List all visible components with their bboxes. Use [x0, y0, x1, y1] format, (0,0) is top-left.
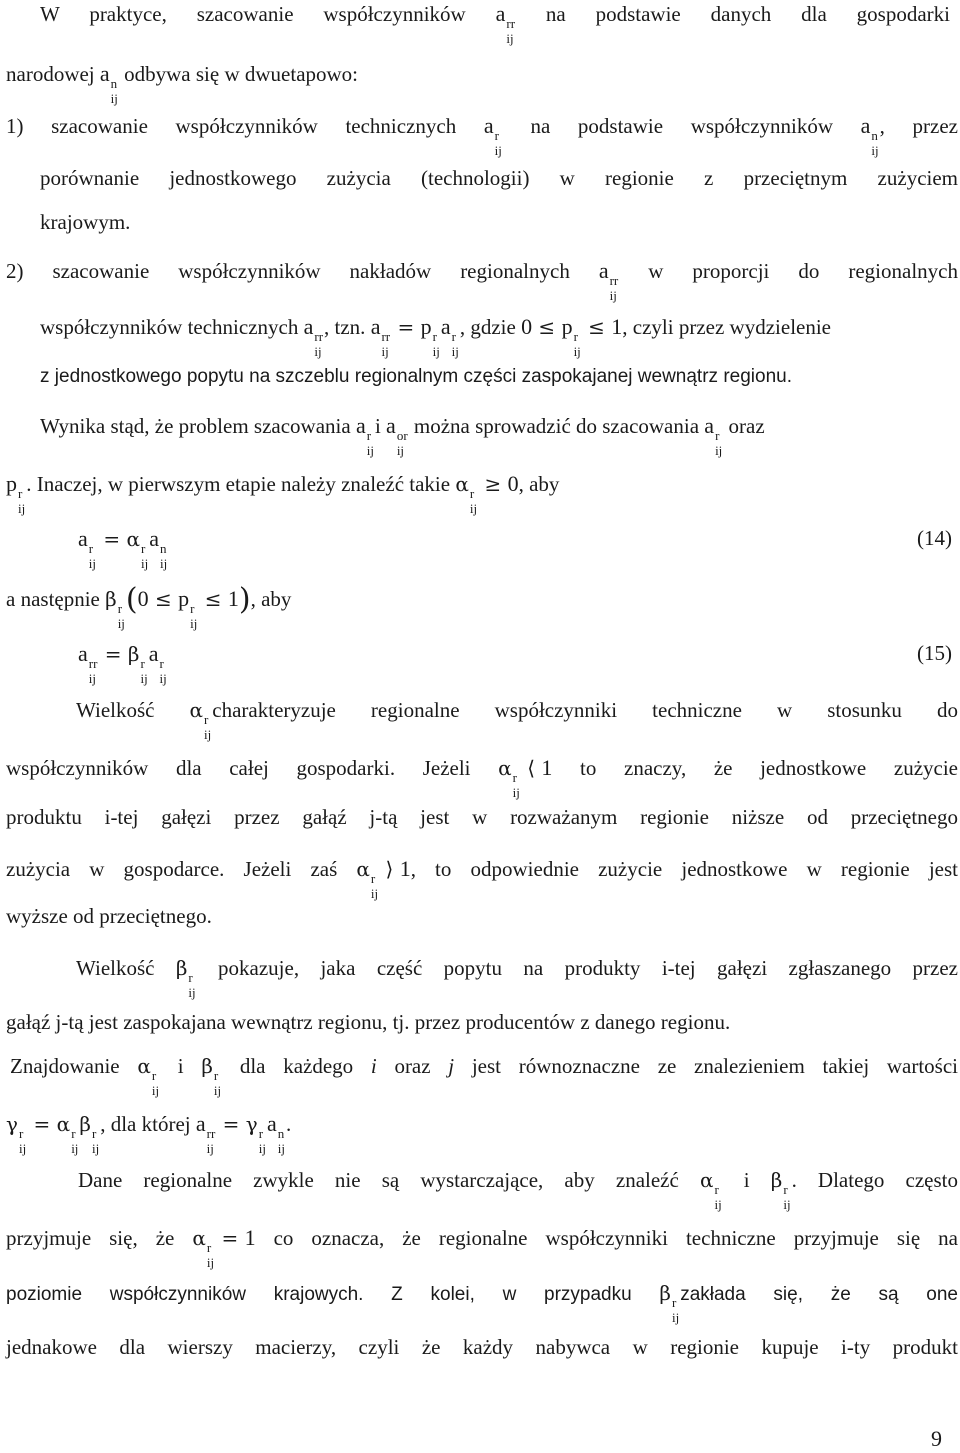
- text-line: [6, 63, 358, 105]
- text: jest równoznaczne ze znalezieniem takiej wartości: [454, 1054, 959, 1078]
- subscript: ij: [160, 556, 168, 571]
- script-pair: [714, 1183, 721, 1211]
- math-operator: β: [175, 956, 188, 980]
- text-line: [6, 473, 559, 515]
- math-operator: ≤: [148, 587, 179, 611]
- subscript: ij: [151, 1083, 160, 1098]
- subscript: ij: [609, 288, 617, 303]
- subscript: ij: [117, 616, 125, 631]
- script-pair: [89, 657, 98, 685]
- text: i: [374, 414, 387, 438]
- script-pair: [188, 971, 195, 999]
- text: Znajdowanie: [10, 1054, 138, 1078]
- math-symbol: 1: [611, 314, 623, 339]
- math-operator: α: [455, 472, 469, 496]
- math-symbol: a: [598, 258, 609, 283]
- text: jednakowe dla wierszy macierzy, czyli że każdy nabywca w regionie kupuje i-ty produkt: [6, 1335, 958, 1359]
- text: , dla której: [100, 1112, 196, 1136]
- subscript: ij: [783, 1197, 791, 1212]
- text: i: [160, 1054, 202, 1078]
- math-operator: α: [699, 1168, 714, 1192]
- math-operator: =: [216, 1112, 246, 1136]
- math-symbol: a: [78, 526, 88, 551]
- text: można sprowadzić do szacowania: [408, 414, 705, 438]
- text-line: [40, 168, 958, 189]
- script-pair: [159, 657, 166, 685]
- math-symbol: 1: [244, 1225, 256, 1250]
- script-pair: [118, 602, 125, 630]
- subscript: ij: [188, 985, 196, 1000]
- script-pair: [278, 1127, 285, 1155]
- text: a następnie: [6, 587, 106, 611]
- subscript: ij: [494, 143, 502, 158]
- text: przyjmuje się, że: [6, 1226, 193, 1250]
- math-symbol: a: [99, 61, 110, 86]
- script-pair: [433, 330, 440, 358]
- math-operator: α: [189, 698, 204, 722]
- text: współczynników dla całej gospodarki. Jeżeli: [6, 756, 499, 780]
- subscript: ij: [396, 443, 405, 458]
- text: Wielkość: [76, 698, 190, 722]
- script-pair: [204, 713, 211, 741]
- text: zakłada się, że są one: [680, 1284, 958, 1305]
- text-line: [40, 3, 950, 45]
- text-line: [6, 757, 958, 799]
- script-pair: [495, 129, 502, 157]
- superscript: r: [18, 486, 23, 501]
- script-pair: [371, 872, 378, 900]
- math-symbol: a: [704, 413, 715, 438]
- text: oraz: [376, 1054, 449, 1078]
- superscript: n: [277, 1126, 285, 1141]
- math-operator: ≥: [478, 472, 508, 496]
- math-symbol: a: [303, 314, 314, 339]
- subscript: ij: [206, 1255, 215, 1270]
- script-pair: [574, 330, 581, 358]
- subscript: ij: [714, 1197, 722, 1212]
- superscript: r: [432, 329, 437, 344]
- superscript: r: [370, 871, 376, 886]
- math-operator: γ: [245, 1112, 258, 1136]
- text: porównanie jednostkowego zużycia (technologii) w regionie z przeciętnym zużyciem: [40, 166, 958, 190]
- script-pair: [314, 330, 323, 358]
- text-line: [6, 807, 958, 828]
- math-operator: β: [659, 1281, 671, 1305]
- math-operator: ⟩: [379, 857, 400, 881]
- text: , czyli przez wydzielenie: [622, 315, 831, 339]
- script-pair: [207, 1127, 216, 1155]
- superscript: r: [71, 1126, 76, 1141]
- script-pair: [152, 1069, 159, 1097]
- superscript: r: [204, 712, 209, 727]
- math-operator: ≤: [198, 587, 228, 611]
- superscript: r: [159, 656, 164, 671]
- text: , gdzie: [459, 315, 522, 339]
- superscript: r: [714, 1182, 719, 1197]
- math-symbol: a: [78, 641, 88, 666]
- text-line: [76, 700, 958, 741]
- math-operator: ≤: [532, 315, 562, 339]
- superscript: r: [91, 1126, 97, 1141]
- script-pair: [140, 657, 147, 685]
- text: odbywa się w dwuetapowo:: [118, 62, 359, 86]
- subscript: ij: [213, 1083, 222, 1098]
- superscript: r: [140, 656, 145, 671]
- superscript: r: [494, 128, 499, 143]
- superscript: rr: [88, 656, 98, 671]
- script-pair: [92, 1127, 99, 1155]
- math-operator: α: [137, 1054, 151, 1078]
- text: pokazuje, jaka część popytu na produkty i-tej gałęzi zgłaszanego przez: [196, 956, 958, 980]
- math-operator: β: [127, 642, 140, 666]
- text: oraz: [723, 414, 765, 438]
- text: .: [285, 1112, 292, 1136]
- text: Wynika stąd, że problem szacowania: [40, 414, 356, 438]
- text-line: [6, 582, 292, 631]
- text: i: [722, 1168, 771, 1192]
- text: co oznacza, że regionalne współczynniki techniczne przyjmuje się na: [255, 1226, 959, 1250]
- script-pair: [190, 602, 197, 630]
- math-operator: α: [56, 1112, 71, 1136]
- superscript: rr: [506, 16, 516, 31]
- text-line: [6, 1227, 958, 1269]
- script-pair: [367, 429, 374, 457]
- script-pair: [783, 1183, 790, 1211]
- subscript: ij: [159, 671, 167, 686]
- text-line: [6, 906, 212, 927]
- subscript: ij: [258, 1141, 266, 1156]
- text-line: [6, 1012, 730, 1033]
- math-symbol: 0: [521, 314, 533, 339]
- superscript: rr: [381, 329, 391, 344]
- math-operator: α: [192, 1226, 206, 1250]
- math-symbol: 1: [399, 856, 411, 881]
- subscript: ij: [141, 556, 149, 571]
- subscript: ij: [512, 785, 520, 800]
- script-pair: [470, 487, 477, 515]
- text: narodowej: [6, 62, 100, 86]
- text: Wielkość: [76, 956, 176, 980]
- text: na podstawie współczynników: [502, 114, 861, 138]
- text: poziomie współczynników krajowych. Z kolei, w przypadku: [6, 1284, 660, 1305]
- math-symbol: p: [420, 314, 432, 339]
- math-operator: ⟨: [520, 756, 542, 780]
- equation-line: [78, 643, 168, 685]
- superscript: r: [451, 329, 456, 344]
- math-symbol: 1: [227, 586, 239, 611]
- math-symbol: 1: [541, 755, 553, 780]
- text: , to odpowiednie zużycie jednostkowe w regionie jest: [410, 857, 959, 881]
- italic-variable: j: [448, 1054, 455, 1078]
- math-operator: α: [126, 527, 140, 551]
- script-pair: [259, 1127, 266, 1155]
- subscript: ij: [451, 344, 459, 359]
- text-line: [76, 958, 958, 999]
- script-pair: [214, 1069, 221, 1097]
- superscript: r: [715, 428, 720, 443]
- subscript: ij: [366, 443, 374, 458]
- subscript: ij: [71, 1141, 79, 1156]
- script-pair: [397, 429, 408, 457]
- math-operator: =: [215, 1226, 245, 1250]
- math-symbol: a: [370, 314, 381, 339]
- math-operator: =: [391, 315, 421, 339]
- math-operator: β: [201, 1054, 213, 1078]
- subscript: ij: [18, 1141, 27, 1156]
- equation-number: (14): [917, 526, 952, 550]
- superscript: rr: [609, 273, 619, 288]
- text-line: [6, 1337, 958, 1358]
- text: współczynników technicznych: [40, 315, 304, 339]
- text-line: [6, 260, 958, 302]
- subscript: ij: [206, 1141, 214, 1156]
- math-symbol: a: [149, 526, 159, 551]
- script-pair: [71, 1127, 78, 1155]
- math-symbol: p: [561, 314, 573, 339]
- equation-line: [78, 528, 168, 570]
- text: , aby: [250, 587, 292, 611]
- math-operator: =: [97, 527, 127, 551]
- text: krajowym.: [40, 210, 131, 234]
- text: , aby: [518, 472, 560, 496]
- text-line: [6, 115, 958, 157]
- script-pair: [18, 487, 25, 515]
- script-pair: [513, 771, 520, 799]
- math-symbol: 0: [507, 471, 519, 496]
- script-pair: [715, 429, 722, 457]
- subscript: ij: [506, 31, 514, 46]
- subscript: ij: [18, 501, 26, 516]
- superscript: r: [188, 970, 193, 985]
- text: . Dlatego często: [791, 1168, 958, 1192]
- text: 2) szacowanie współczynników nakładów regionalnych: [6, 259, 599, 283]
- text: dla każdego: [222, 1054, 371, 1078]
- superscript: r: [258, 1126, 264, 1141]
- text: zużycia w gospodarce. Jeżeli zaś: [6, 857, 357, 881]
- script-pair: [207, 1241, 214, 1269]
- text: wyższe od przeciętnego.: [6, 904, 212, 928]
- superscript: r: [512, 770, 517, 785]
- text-line: [40, 316, 958, 358]
- subscript: ij: [110, 91, 118, 106]
- text: w proporcji do regionalnych: [619, 259, 958, 283]
- script-pair: [111, 77, 118, 105]
- text-line: [10, 1056, 958, 1097]
- superscript: n: [110, 76, 118, 91]
- text: z jednostkowego popytu na szczeblu regionalnym części zaspokajanej wewnątrz regionu.: [40, 366, 792, 387]
- subscript: ij: [370, 886, 379, 901]
- text: na podstawie danych dla gospodarki: [516, 2, 951, 26]
- math-operator: γ: [6, 1112, 18, 1136]
- superscript: n: [871, 128, 878, 143]
- text: charakteryzuje regionalne współczynniki techniczne w stosunku do: [212, 698, 958, 722]
- page-number: 9: [931, 1426, 942, 1451]
- script-pair: [871, 129, 878, 157]
- math-paren: ): [238, 582, 251, 617]
- text: , przez: [879, 114, 958, 138]
- subscript: ij: [314, 344, 322, 359]
- text-line: [6, 858, 958, 900]
- subscript: ij: [715, 443, 723, 458]
- subscript: ij: [277, 1141, 285, 1156]
- subscript: ij: [88, 671, 96, 686]
- superscript: r: [213, 1068, 219, 1083]
- script-pair: [452, 330, 459, 358]
- math-symbol: a: [266, 1111, 277, 1136]
- math-symbol: a: [195, 1111, 206, 1136]
- math-operator: =: [27, 1112, 57, 1136]
- subscript: ij: [469, 501, 478, 516]
- superscript: rr: [314, 329, 324, 344]
- math-symbol: p: [6, 471, 17, 496]
- math-symbol: a: [495, 1, 506, 26]
- script-pair: [610, 274, 619, 302]
- math-operator: ≤: [581, 315, 612, 339]
- italic-variable: i: [370, 1054, 377, 1078]
- math-symbol: a: [483, 113, 494, 138]
- subscript: ij: [573, 344, 581, 359]
- script-pair: [506, 17, 515, 45]
- math-symbol: a: [148, 641, 159, 666]
- subscript: ij: [88, 556, 96, 571]
- math-operator: α: [498, 756, 512, 780]
- math-symbol: p: [178, 586, 190, 611]
- superscript: r: [366, 428, 372, 443]
- script-pair: [160, 542, 167, 570]
- script-pair: [89, 542, 96, 570]
- script-pair: [672, 1296, 679, 1324]
- math-operator: β: [770, 1168, 783, 1192]
- text-line: [6, 1283, 958, 1324]
- superscript: r: [206, 1240, 212, 1255]
- script-pair: [19, 1127, 26, 1155]
- text-line: [78, 1170, 958, 1211]
- superscript: r: [18, 1126, 24, 1141]
- superscript: or: [396, 428, 408, 443]
- subscript: ij: [381, 344, 389, 359]
- text: Dane regionalne zwykle nie są wystarczające, aby znaleźć: [78, 1168, 700, 1192]
- subscript: ij: [91, 1141, 100, 1156]
- text: W praktyce, szacowanie współczynników: [40, 2, 496, 26]
- superscript: r: [190, 601, 195, 616]
- text: , tzn.: [324, 315, 371, 339]
- superscript: r: [573, 329, 578, 344]
- subscript: ij: [871, 143, 879, 158]
- superscript: r: [671, 1295, 677, 1310]
- text-line: [40, 415, 958, 457]
- math-operator: β: [105, 587, 117, 611]
- text: produktu i-tej gałęzi przez gałąź j-tą jest w rozważanym regionie niższe od przeciętnego: [6, 805, 958, 829]
- script-pair: [141, 542, 148, 570]
- math-operator: =: [98, 642, 128, 666]
- superscript: r: [88, 541, 94, 556]
- text: to znaczy, że jednostkowe zużycie: [552, 756, 958, 780]
- math-symbol: a: [860, 113, 871, 138]
- text-line: [40, 212, 130, 233]
- math-symbol: a: [440, 314, 451, 339]
- text-line: [40, 367, 792, 386]
- superscript: r: [117, 601, 123, 616]
- math-operator: β: [79, 1112, 91, 1136]
- math-paren: (: [125, 582, 138, 617]
- superscript: rr: [206, 1126, 216, 1141]
- subscript: ij: [671, 1310, 680, 1325]
- text: 1) szacowanie współczynników technicznych: [6, 114, 484, 138]
- math-symbol: 0: [137, 586, 149, 611]
- subscript: ij: [140, 671, 148, 686]
- equation-number: (15): [917, 641, 952, 665]
- subscript: ij: [190, 616, 198, 631]
- script-pair: [381, 330, 390, 358]
- superscript: r: [151, 1068, 157, 1083]
- text: gałąź j-tą jest zaspokajana wewnątrz regionu, tj. przez producentów z danego regionu.: [6, 1010, 731, 1034]
- math-symbol: a: [355, 413, 366, 438]
- superscript: r: [783, 1182, 788, 1197]
- superscript: r: [469, 486, 475, 501]
- superscript: n: [160, 541, 167, 556]
- superscript: r: [141, 541, 146, 556]
- text: . Inaczej, w pierwszym etapie należy znaleźć takie: [26, 472, 456, 496]
- subscript: ij: [432, 344, 440, 359]
- text-line: [6, 1113, 291, 1155]
- subscript: ij: [204, 727, 212, 742]
- math-symbol: a: [386, 413, 396, 438]
- math-operator: α: [356, 857, 370, 881]
